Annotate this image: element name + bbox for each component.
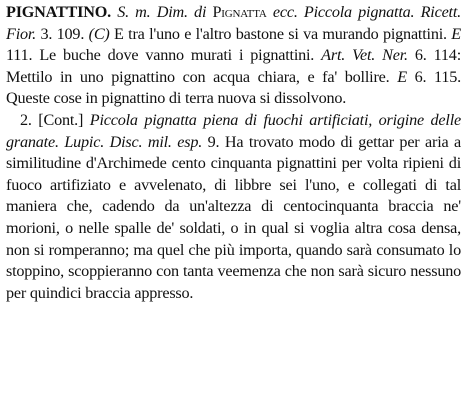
entry-headword: PIGNATTINO.	[6, 3, 111, 21]
sense-2-body	[6, 111, 461, 302]
entry-sense-1	[6, 2, 461, 110]
italic-text-run: Piccola pignatta piena di fuochi artificiati, origine delle granate. Lupic. Disc. mil. esp.	[6, 110, 461, 151]
text-run: Pignatta	[212, 3, 267, 21]
italic-text-run: ecc. Piccola pignatta. Ricett. Fior.	[6, 3, 461, 43]
italic-text-run: (C)	[88, 24, 110, 43]
entry-sense-2	[6, 110, 461, 304]
text-run: 2. [Cont.]	[20, 110, 90, 129]
text-run: 6. 114: Mettilo in uno pignattino con acqua chiara, e fa' bollire.	[6, 46, 462, 86]
italic-text-run: E	[451, 24, 461, 43]
italic-text-run: Art. Vet. Ner.	[321, 46, 408, 65]
text-run: 6. 115. Queste cose in pignattino di terra nuova si dissolvono.	[6, 67, 461, 108]
text-run: 3. 109.	[36, 24, 89, 43]
text-run: 111. Le buche dove vanno murati i pignattini.	[6, 46, 322, 65]
italic-text-run: S. m. Dim. di	[117, 3, 213, 21]
text-run: E tra l'uno e l'altro bastone si va murando pignattini.	[109, 24, 452, 43]
italic-text-run: E	[397, 67, 407, 86]
dictionary-entry	[6, 2, 461, 304]
text-run: 9. Ha trovato modo di gettar per aria a similitudine d'Archimede cento cinquanta pignattini per volta ripieni di fuoco artifiziato e avvelenato, di libbre sei l'uno, e collegati di tal maniera che, cadendo da un'altezza di centocinquanta braccia ne' morioni, o nelle spalle de' soldati, o in qual si voglia altra cosa densa, non si romperanno; ma quel che più importa, quando sarà consumato lo stoppino, scoppieranno con tanta veemenza che non sarà sicuro nessuno per quindici braccia appresso.	[6, 132, 461, 302]
